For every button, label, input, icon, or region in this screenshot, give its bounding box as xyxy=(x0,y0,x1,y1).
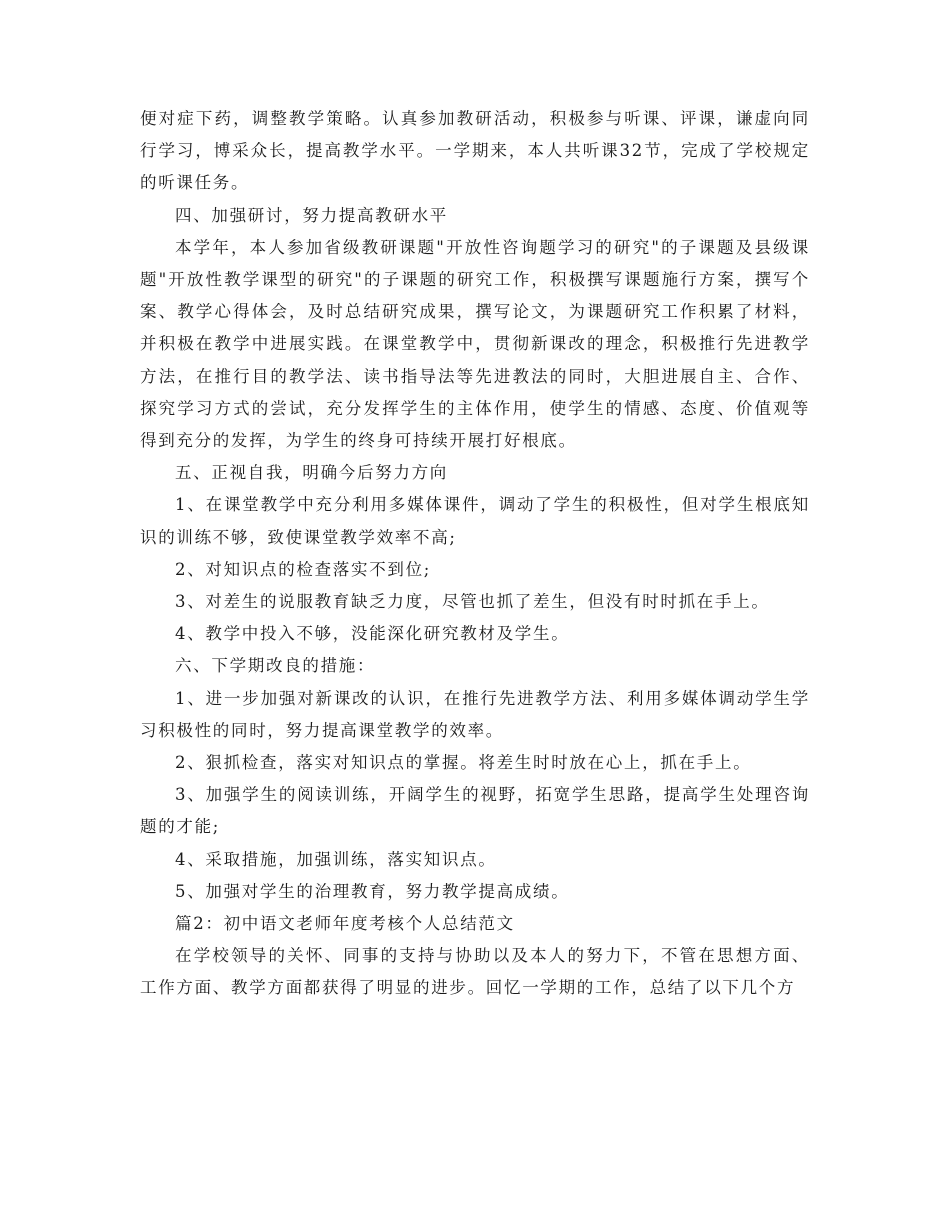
list-item: 1、在课堂教学中充分利用多媒体课件，调动了学生的积极性，但对学生根底知识的训练不够，致使课堂教学效率不高; xyxy=(140,495,810,547)
section-heading-improvements: 六、下学期改良的措施： xyxy=(175,656,376,676)
list-item: 3、加强学生的阅读训练，开阔学生的视野，拓宽学生思路，提高学生处理咨询题的才能; xyxy=(140,785,810,837)
list-item: 3、对差生的说服教育缺乏力度，尽管也抓了差生，但没有时时抓在手上。 xyxy=(175,592,770,612)
paragraph-continuation: 便对症下药，调整教学策略。认真参加教研活动，积极参与听课、评课，谦虚向同行学习，博采众长，提高教学水平。一学期来，本人共听课32节，完成了学校规定的听课任务。 xyxy=(140,109,810,193)
article-title-part-2: 篇2：初中语文老师年度考核个人总结范文 xyxy=(175,914,515,934)
paragraph-research: 本学年，本人参加省级教研课题"开放性咨询题学习的研究"的子课题及县级课题"开放性教学课型的研究"的子课题的研究工作，积极撰写课题施行方案，撰写个案、教学心得体会，及时总结研究成果，撰写论文，为课题研究工作积累了材料，并积极在教学中进展实践。在课堂教学中，贯彻新课改的理念，积极推行先进教学方法，在推行目的教学法、读书指导法等先进教法的同时，大胆进展自主、合作、探究学习方式的尝试，充分发挥学生的主体作用，使学生的情感、态度、价值观等得到充分的发挥，为学生的终身可持续开展打好根底。 xyxy=(140,237,810,451)
list-item: 4、教学中投入不够，没能深化研究教材及学生。 xyxy=(175,624,570,644)
list-item: 5、加强对学生的治理教育，努力教学提高成绩。 xyxy=(175,881,570,901)
list-item: 2、对知识点的检查落实不到位; xyxy=(175,559,432,579)
list-item: 2、狠抓检查，落实对知识点的掌握。将差生时时放在心上，抓在手上。 xyxy=(175,753,752,773)
paragraph-intro: 在学校领导的关怀、同事的支持与协助以及本人的努力下，不管在思想方面、工作方面、教学方面都获得了明显的进步。回忆一学期的工作，总结了以下几个方 xyxy=(140,946,810,998)
section-heading-research: 四、加强研讨，努力提高教研水平 xyxy=(175,205,448,225)
list-item: 4、采取措施，加强训练，落实知识点。 xyxy=(175,849,497,869)
section-heading-self-review: 五、正视自我，明确今后努力方向 xyxy=(175,463,448,483)
list-item: 1、进一步加强对新课改的认识，在推行先进教学方法、利用多媒体调动学生学习积极性的同时，努力提高课堂教学的效率。 xyxy=(140,688,810,740)
